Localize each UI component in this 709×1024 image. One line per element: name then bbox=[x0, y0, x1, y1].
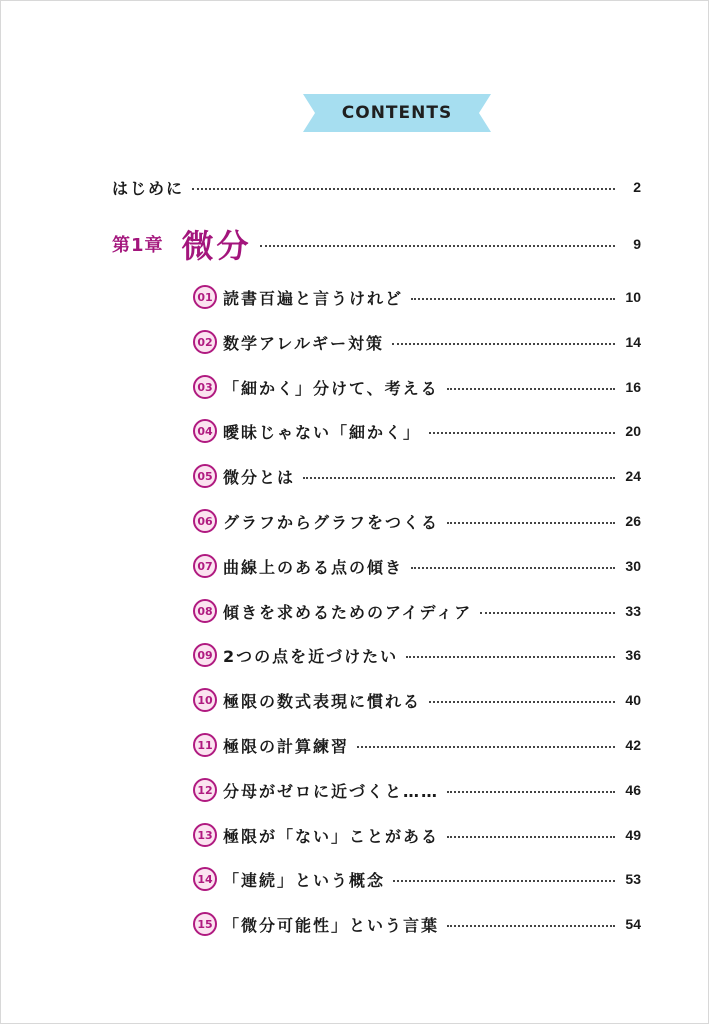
leader-dots bbox=[447, 925, 615, 927]
leader-dots bbox=[393, 880, 615, 882]
section-number-badge: 15 bbox=[193, 912, 217, 936]
toc-section-row[interactable] bbox=[193, 461, 641, 491]
page-number: 14 bbox=[625, 334, 641, 350]
leader-dots bbox=[260, 245, 615, 247]
page-number: 46 bbox=[625, 782, 641, 798]
leader-dots bbox=[447, 522, 615, 524]
page-number: 54 bbox=[625, 916, 641, 932]
page-number: 24 bbox=[625, 468, 641, 484]
section-number-badge: 07 bbox=[193, 554, 217, 578]
page-number: 53 bbox=[625, 871, 641, 887]
page-number: 10 bbox=[625, 289, 641, 305]
page-number: 30 bbox=[625, 558, 641, 574]
toc-section-row[interactable] bbox=[193, 596, 641, 626]
leader-dots bbox=[429, 701, 615, 703]
section-number-badge: 14 bbox=[193, 867, 217, 891]
toc-section-row[interactable] bbox=[193, 551, 641, 581]
section-title: 極限の計算練習 bbox=[223, 736, 350, 756]
section-number-badge: 08 bbox=[193, 599, 217, 623]
leader-dots bbox=[447, 388, 615, 390]
section-number-badge: 06 bbox=[193, 509, 217, 533]
leader-dots bbox=[480, 612, 615, 614]
section-title: 曖昧じゃない「細かく」 bbox=[223, 422, 422, 442]
toc-section-row[interactable] bbox=[193, 685, 641, 715]
toc-section-row[interactable] bbox=[193, 506, 641, 536]
leader-dots bbox=[447, 791, 615, 793]
section-number-badge: 04 bbox=[193, 419, 217, 443]
toc-section-row[interactable] bbox=[193, 864, 641, 894]
toc-intro-row[interactable] bbox=[112, 172, 641, 202]
section-title: 分母がゼロに近づくと…… bbox=[223, 781, 440, 801]
page-number: 33 bbox=[625, 603, 641, 619]
page-number: 16 bbox=[625, 379, 641, 395]
section-title: 読書百遍と言うけれど bbox=[223, 288, 404, 308]
toc-section-row[interactable] bbox=[193, 909, 641, 939]
section-title: 「連続」という概念 bbox=[223, 870, 386, 890]
leader-dots bbox=[447, 836, 615, 838]
section-number-badge: 01 bbox=[193, 285, 217, 309]
page-number: 36 bbox=[625, 647, 641, 663]
page-number: 2 bbox=[633, 179, 641, 195]
section-number-badge: 12 bbox=[193, 778, 217, 802]
section-title: 極限の数式表現に慣れる bbox=[223, 691, 422, 711]
banner-title: CONTENTS bbox=[341, 103, 453, 123]
leader-dots bbox=[406, 656, 615, 658]
leader-dots bbox=[392, 343, 615, 345]
toc-section-row[interactable] bbox=[193, 820, 641, 850]
page-number: 42 bbox=[625, 737, 641, 753]
section-number-badge: 05 bbox=[193, 464, 217, 488]
page-number: 20 bbox=[625, 423, 641, 439]
toc-section-row[interactable] bbox=[193, 372, 641, 402]
chapter-number: 第1章 bbox=[112, 235, 164, 256]
toc-section-row[interactable] bbox=[193, 730, 641, 760]
leader-dots bbox=[429, 432, 615, 434]
section-title: 「細かく」分けて、考える bbox=[223, 378, 439, 398]
leader-dots bbox=[357, 746, 615, 748]
section-title: 2つの点を近づけたい bbox=[223, 646, 399, 666]
toc-section-row[interactable] bbox=[193, 416, 641, 446]
leader-dots bbox=[303, 477, 615, 479]
section-title: 数学アレルギー対策 bbox=[223, 333, 384, 353]
section-title: グラフからグラフをつくる bbox=[223, 512, 440, 532]
section-number-badge: 11 bbox=[193, 733, 217, 757]
contents-banner bbox=[303, 94, 491, 132]
section-title: 微分とは bbox=[223, 467, 296, 487]
leader-dots bbox=[411, 567, 615, 569]
section-number-badge: 09 bbox=[193, 643, 217, 667]
page-number: 49 bbox=[625, 827, 641, 843]
intro-label: はじめに bbox=[112, 178, 185, 198]
toc-section-row[interactable] bbox=[193, 775, 641, 805]
section-number-badge: 13 bbox=[193, 823, 217, 847]
chapter-title: 微分 bbox=[181, 227, 252, 265]
toc-section-row[interactable] bbox=[193, 327, 641, 357]
page-number: 9 bbox=[633, 236, 641, 252]
section-number-badge: 03 bbox=[193, 375, 217, 399]
section-title: 曲線上のある点の傾き bbox=[223, 557, 404, 577]
section-title: 極限が「ない」ことがある bbox=[223, 826, 440, 846]
section-number-badge: 10 bbox=[193, 688, 217, 712]
toc-section-row[interactable] bbox=[193, 640, 641, 670]
toc-chapter-row[interactable] bbox=[112, 222, 641, 266]
page-number: 40 bbox=[625, 692, 641, 708]
section-title: 「微分可能性」という言葉 bbox=[223, 915, 440, 935]
leader-dots bbox=[411, 298, 615, 300]
page-number: 26 bbox=[625, 513, 641, 529]
leader-dots bbox=[192, 188, 615, 190]
section-number-badge: 02 bbox=[193, 330, 217, 354]
section-title: 傾きを求めるためのアイディア bbox=[223, 602, 473, 622]
toc-section-row[interactable] bbox=[193, 282, 641, 312]
